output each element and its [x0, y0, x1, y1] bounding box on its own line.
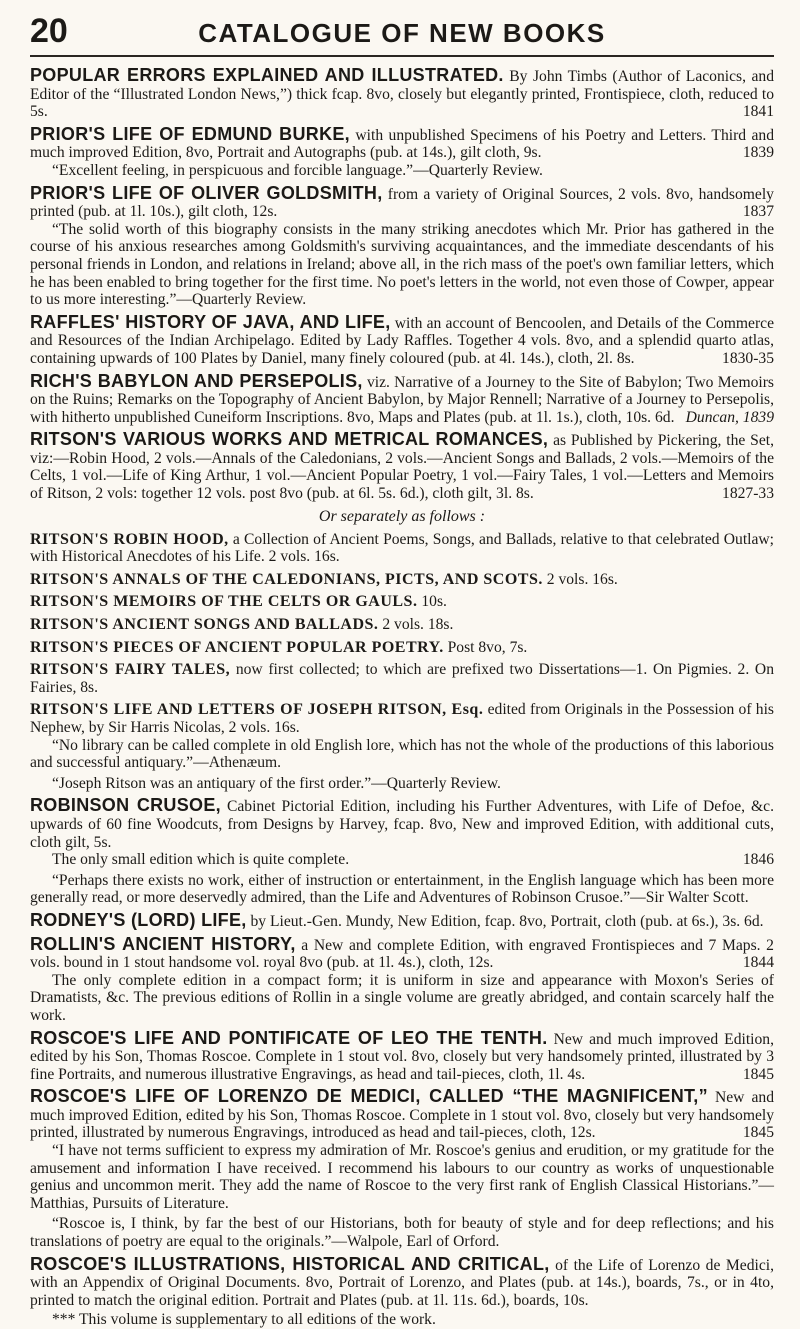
entry-note: *** This volume is supplementary to all editions of the work. — [52, 1311, 436, 1329]
entry-heading: ROBINSON CRUSOE, — [30, 795, 221, 816]
entry-heading: ROSCOE'S LIFE OF LORENZO DE MEDICI, CALLED “THE MAGNIFICENT,” — [30, 1086, 708, 1107]
entry-heading: PRIOR'S LIFE OF OLIVER GOLDSMITH, — [30, 182, 383, 203]
entry-date: 1841 — [742, 103, 774, 121]
entry-quote — [30, 851, 774, 869]
entry-heading: RAFFLES' HISTORY OF JAVA, AND LIFE, — [30, 311, 391, 332]
entry-body: a Collection of Ancient Poems, Songs, and Ballads, relative to that celebrated Outlaw; with Historical Anecdotes of his Life. 2 vols. 16s. — [30, 530, 774, 566]
entry-quote: The only complete edition in a compact form; it is uniform in size and appearance with Moxon's Series of Dramatists, &c. The previous editions of Rollin in a single volume are greatly abridged, and contain scarcely half the work. — [30, 971, 774, 1024]
entry-body: By John Timbs (Author of Laconics, and Editor of the “Illustrated London News,”) thick fcap. 8vo, closely but elegantly printed, Frontispiece, cloth, reduced to 5s. — [30, 68, 774, 121]
page-title: CATALOGUE OF NEW BOOKS — [198, 18, 606, 48]
entry-quote: “Roscoe is, I think, by far the best of our Historians, both for beauty of style and for deep reflections; and his translations of poetry are equal to the originals.”—Walpole, Earl of Orford. — [30, 1215, 774, 1251]
entry-heading: PRIOR'S LIFE OF EDMUND BURKE, — [30, 123, 350, 144]
entry-heading: RITSON'S ANCIENT SONGS AND BALLADS. — [30, 616, 379, 634]
entry-body: now first collected; to which are prefixed two Dissertations—1. On Pigmies. 2. On Fairies, 8s. — [30, 661, 774, 696]
entry-date: 1839 — [742, 144, 774, 162]
catalogue-entry — [30, 67, 774, 121]
entry-date: 1846 — [742, 851, 774, 869]
entry-body: as Published by Pickering, the Set, viz:—Robin Hood, 2 vols.—Annals of the Caledonians, 2 vols.—Ancient Songs and Ballads, 2 vols.—Memoirs of the Celts, 1 vol.—Life of King Arthur, 1 vol.—Ancient Popular Poetry, 1 vol.—Fairy Tales, 1 vol.—Letters and Memoirs of Ritson, 2 vols: together 12 vols. post 8vo (pub. at 6l. 5s. 6d.), cloth gilt, 3l. 8s. — [30, 432, 774, 503]
page-header — [30, 12, 774, 57]
entry-quote: “Joseph Ritson was an antiquary of the first order.”—Quarterly Review. — [52, 774, 501, 792]
entry-body: edited from Originals in the Possession of his Nephew, by Sir Harris Nicolas, 2 vols. 16s. — [30, 701, 775, 736]
ritson-item — [30, 639, 774, 657]
catalogue-entry — [30, 123, 774, 180]
entry-body: New and much improved Edition, edited by his Son, Thomas Roscoe. Complete in 1 stout vol. 8vo, closely but very handsomely printed, illustrated by numerous Engravings, introduced as head and tail-pieces, cloth, 12s. — [30, 1089, 774, 1142]
entry-quote: “I have not terms sufficient to express my admiration of Mr. Roscoe's genius and erudition, or my gratitude for the amusement and information I have received. I recommend his labours to our country as works of unquestionable genius and uncommon merit. They add the name of Roscoe to the very first rank of English Classical Historians.”—Matthias, Pursuits of Literature. — [30, 1142, 774, 1212]
entry-heading: RODNEY'S (LORD) LIFE, — [30, 909, 247, 930]
entry-body: Cabinet Pictorial Edition, including his Further Adventures, with Life of Defoe, &c. upwards of 60 fine Woodcuts, from Designs by Harvey, fcap. 8vo, New and improved Edition, with additional cuts, cloth gilt, 5s. — [30, 798, 774, 851]
catalogue-entry — [30, 1253, 774, 1329]
catalogue-entry — [30, 909, 774, 931]
entry-body: by Lieut.-Gen. Mundy, New Edition, fcap. 8vo, Portrait, cloth (pub. at 6s.), 3s. 6d. — [250, 912, 764, 930]
entry-heading: RITSON'S ROBIN HOOD, — [30, 530, 229, 548]
catalogue-entry — [30, 431, 774, 502]
entry-heading: RITSON'S VARIOUS WORKS AND METRICAL ROMANCES, — [30, 429, 549, 450]
entry-date: 1837 — [742, 203, 774, 221]
entry-quote-text: The only small edition which is quite complete. — [52, 851, 350, 869]
ritson-item — [30, 531, 774, 566]
entry-date: 1827-33 — [722, 485, 774, 503]
entry-heading: RITSON'S FAIRY TALES, — [30, 661, 231, 679]
entry-heading: RICH'S BABYLON AND PERSEPOLIS, — [30, 370, 363, 391]
entry-body: New and much improved Edition, edited by his Son, Thomas Roscoe. Complete in 1 stout vol. 8vo, closely but very handsomely printed, illustrated by 3 fine Portraits, and numerous illustrative Engravings, as head and tail-pieces, cloth, 1l. 4s. — [30, 1030, 774, 1083]
entry-heading: POPULAR ERRORS EXPLAINED AND ILLUSTRATED. — [30, 65, 504, 85]
page-number: 20 — [30, 12, 68, 50]
entry-date: Duncan, 1839 — [685, 408, 774, 426]
catalogue-entry — [30, 797, 774, 907]
catalogue-entry — [30, 182, 774, 309]
entry-quote: “The solid worth of this biography consists in the many striking anecdotes which Mr. Prior has gathered in the course of his anxious researches among Goldsmith's surviving acquaintances, and the immediate descendants of his personal friends in London, and relations in Ireland; above all, in the rich mass of the poet's own familiar letters, which he has been enabled to bring together for the first time. No poet's letters in the world, not even those of Cowper, appear to us more interesting.”—Quarterly Review. — [30, 220, 774, 309]
ritson-item — [30, 571, 774, 589]
entry-heading: RITSON'S PIECES OF ANCIENT POPULAR POETRY. — [30, 638, 444, 656]
entry-date: 1845 — [742, 1124, 774, 1142]
ritson-item — [30, 616, 774, 634]
entry-body: with unpublished Specimens of his Poetry and Letters. Third and much improved Edition, 8vo, Portrait and Autographs (pub. at 14s.), gilt cloth, 9s. — [30, 126, 774, 162]
entry-heading: ROSCOE'S ILLUSTRATIONS, HISTORICAL AND CRITICAL, — [30, 1253, 550, 1274]
catalogue-entry — [30, 1027, 774, 1084]
entry-body: viz. Narrative of a Journey to the Site of Babylon; Two Memoirs on the Ruins; Remarks on the Topography of Ancient Babylon, by Major Rennell; Narrative of a Journey to Persepolis, with hitherto unpublished Cuneiform Inscriptions. 8vo, Maps and Plates (pub. at 1l. 1s.), cloth, 10s. 6d. — [30, 373, 774, 426]
entry-body: from a variety of Original Sources, 2 vols. 8vo, handsomely printed (pub. at 1l. 10s.), gilt cloth, 12s. — [30, 185, 774, 221]
entry-quote: “Excellent feeling, in perspicuous and forcible language.”—Quarterly Review. — [52, 161, 543, 179]
ritson-item — [30, 701, 774, 792]
entry-heading: ROLLIN'S ANCIENT HISTORY, — [30, 933, 296, 954]
entry-quote: “Perhaps there exists no work, either of instruction or entertainment, in the English language which has been more generally read, or more deservedly admired, than the Life and Adventures of Robinson Crusoe.”—Sir Walter Scott. — [30, 871, 774, 907]
catalogue-entries — [30, 57, 774, 1329]
ritson-item — [30, 593, 774, 611]
entry-body: Post 8vo, 7s. — [447, 638, 528, 656]
entry-heading: RITSON'S ANNALS OF THE CALEDONIANS, PICTS, AND SCOTS. — [30, 570, 543, 588]
entry-body: a New and complete Edition, with engraved Frontispieces and 7 Maps. 2 vols. bound in 1 stout handsome vol. royal 8vo (pub. at 1l. 4s.), cloth, 12s. — [30, 936, 774, 972]
entry-quote: “No library can be called complete in old English lore, which has not the whole of the productions of this laborious and successful antiquary.”—Athenæum. — [30, 736, 774, 772]
entry-heading: ROSCOE'S LIFE AND PONTIFICATE OF LEO THE TENTH. — [30, 1027, 548, 1048]
catalogue-entry — [30, 370, 774, 427]
catalogue-entry — [30, 311, 774, 368]
entry-date: 1830-35 — [722, 349, 774, 367]
entry-date: 1844 — [742, 954, 774, 972]
catalogue-entry — [30, 933, 774, 1025]
entry-heading: RITSON'S LIFE AND LETTERS OF JOSEPH RITSON, Esq. — [30, 701, 484, 719]
entry-date: 1845 — [742, 1065, 774, 1083]
ritson-item — [30, 661, 774, 696]
entry-body: of the Life of Lorenzo de Medici, with an Appendix of Original Documents. 8vo, Portrait of Lorenzo, and Plates (pub. at 14s.), boards, 7s., or in 4to, printed to match the original edition. Portrait and Plates (pub. at 1l. 11s. 6d.), boards, 10s. — [30, 1256, 774, 1309]
entry-body: 2 vols. 18s. — [382, 616, 454, 634]
separately-label: Or separately as follows : — [318, 507, 486, 525]
entry-body: 2 vols. 16s. — [546, 570, 618, 588]
entry-body: with an account of Bencoolen, and Details of the Commerce and Resources of the Indian Archipelago. Edited by Lady Raffles. Together 4 vols. 8vo, and a splendid quarto atlas, containing upwards of 100 Plates by Daniel, many finely coloured (pub. at 4l. 14s.), cloth, 2l. 8s. — [30, 314, 774, 367]
entry-heading: RITSON'S MEMOIRS OF THE CELTS OR GAULS. — [30, 593, 418, 611]
catalogue-entry — [30, 1088, 774, 1250]
entry-body: 10s. — [421, 593, 447, 611]
